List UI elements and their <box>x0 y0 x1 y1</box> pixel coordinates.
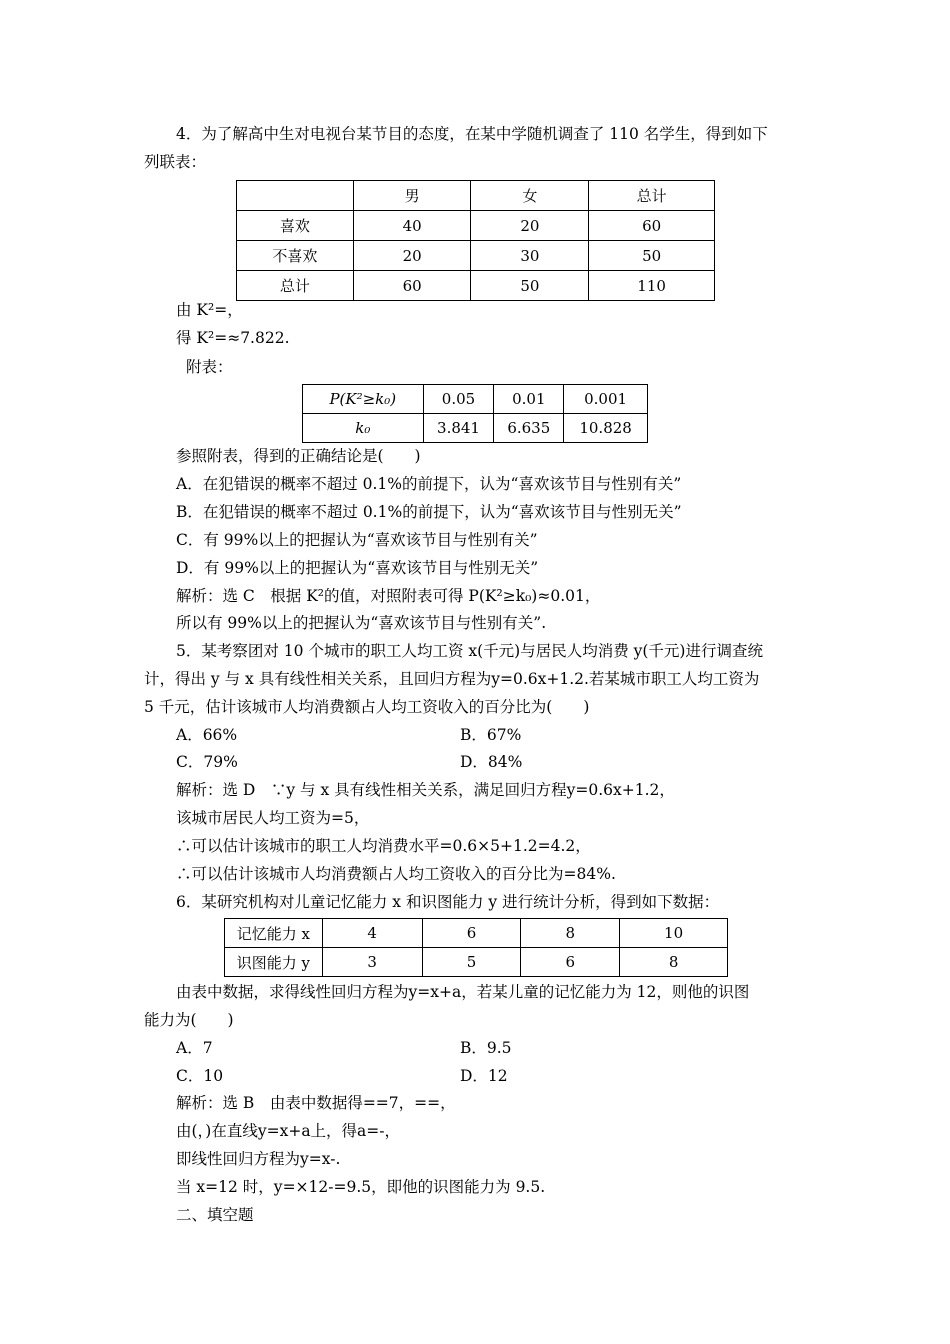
q5-solution-line2: 该城市居民人均工资为=5， <box>176 809 370 827</box>
table-cell: 0.01 <box>494 385 564 414</box>
table-cell: 记忆能力 x <box>225 919 323 948</box>
q6-solution-line2: 由(，)在直线y=x+a上，得a=-， <box>176 1122 401 1140</box>
q4-solution-line1: 解析：选 C 根据 K²的值，对照附表可得 P(K²≥k₀)≈0.01， <box>176 587 601 605</box>
table-cell: k₀ <box>303 414 424 443</box>
table-cell: 6 <box>422 919 521 948</box>
table-cell: 识图能力 y <box>225 948 323 977</box>
table-cell: 6 <box>521 948 620 977</box>
q5-option-c: C．79% <box>176 753 238 771</box>
q4-k2-formula: 由 K²=， <box>176 301 243 319</box>
table-cell: 110 <box>589 271 715 301</box>
table-cell: 0.001 <box>564 385 648 414</box>
q6-option-a: A．7 <box>176 1039 213 1057</box>
q4-solution-line2: 所以有 99%以上的把握认为“喜欢该节目与性别有关”. <box>176 614 547 632</box>
q5-stem-line3: 5 千元，估计该城市人均消费额占人均工资收入的百分比为( ) <box>144 698 590 716</box>
q6-option-b: B．9.5 <box>460 1039 512 1057</box>
q5-solution-line1: 解析：选 D ∵y 与 x 具有线性相关关系，满足回归方程y=0.6x+1.2， <box>176 781 675 799</box>
q5-solution-line4: ∴可以估计该城市人均消费额占人均工资收入的百分比为=84%. <box>176 865 616 883</box>
table-row <box>303 414 648 443</box>
table-cell: 4 <box>322 919 422 948</box>
q4-appendix-table <box>302 384 648 443</box>
table-row <box>237 211 715 241</box>
q4-appendix-label: 附表： <box>186 358 233 376</box>
table-cell: 10.828 <box>564 414 648 443</box>
q4-stem-line2: 列联表： <box>144 153 207 171</box>
table-cell: 50 <box>471 271 589 301</box>
table-row <box>237 241 715 271</box>
table-cell: 50 <box>589 241 715 271</box>
table-header-cell: 男 <box>353 181 471 211</box>
table-cell: 不喜欢 <box>237 241 354 271</box>
table-row <box>303 385 648 414</box>
table-cell: 20 <box>353 241 471 271</box>
q5-solution-line3: ∴可以估计该城市的职工人均消费水平=0.6×5+1.2=4.2， <box>176 837 591 855</box>
q4-option-d: D．有 99%以上的把握认为“喜欢该节目与性别无关” <box>176 559 539 577</box>
table-cell: 8 <box>521 919 620 948</box>
q4-option-b: B．在犯错误的概率不超过 0.1%的前提下，认为“喜欢该节目与性别无关” <box>176 503 682 521</box>
q6-question-line2: 能力为( ) <box>144 1011 234 1029</box>
table-cell: 3.841 <box>423 414 494 443</box>
q6-option-d: D．12 <box>460 1067 508 1085</box>
table-cell: 60 <box>589 211 715 241</box>
q5-option-a: A．66% <box>176 726 238 744</box>
q4-option-a: A．在犯错误的概率不超过 0.1%的前提下，认为“喜欢该节目与性别有关” <box>176 475 682 493</box>
q4-contingency-table <box>236 180 715 301</box>
q6-stem: 6．某研究机构对儿童记忆能力 x 和识图能力 y 进行统计分析，得到如下数据： <box>176 893 720 911</box>
table-cell: 20 <box>471 211 589 241</box>
q5-option-b: B．67% <box>460 726 522 744</box>
q6-question-line1: 由表中数据，求得线性回归方程为y=x+a，若某儿童的记忆能力为 12，则他的识图 <box>176 983 750 1001</box>
q6-solution-line1: 解析：选 B 由表中数据得==7，==， <box>176 1094 456 1112</box>
q4-stem-line1: 4．为了解高中生对电视台某节目的态度，在某中学随机调查了 110 名学生，得到如下 <box>176 125 768 143</box>
q6-solution-line4: 当 x=12 时，y=×12-=9.5，即他的识图能力为 9.5. <box>176 1178 546 1196</box>
q4-option-c: C．有 99%以上的把握认为“喜欢该节目与性别有关” <box>176 531 538 549</box>
table-cell: 喜欢 <box>237 211 354 241</box>
table-row <box>225 948 728 977</box>
q6-data-table <box>224 918 728 977</box>
table-cell: 30 <box>471 241 589 271</box>
table-header-cell: 女 <box>471 181 589 211</box>
table-cell: 10 <box>620 919 728 948</box>
table-cell: 8 <box>620 948 728 977</box>
table-cell: P(K²≥k₀) <box>303 385 424 414</box>
q5-stem-line2: 计，得出 y 与 x 具有线性相关关系，且回归方程为y=0.6x+1.2.若某城市职工人均工资为 <box>144 670 760 688</box>
table-cell: 3 <box>322 948 422 977</box>
table-row <box>225 919 728 948</box>
q4-k2-value: 得 K²=≈7.822. <box>176 329 290 347</box>
table-cell: 60 <box>353 271 471 301</box>
table-cell: 40 <box>353 211 471 241</box>
section-heading-fill-in: 二、填空题 <box>176 1206 254 1224</box>
q5-stem-line1: 5．某考察团对 10 个城市的职工人均工资 x(千元)与居民人均消费 y(千元)进行调查统 <box>176 642 763 660</box>
table-cell: 5 <box>422 948 521 977</box>
table-header-cell: 总计 <box>589 181 715 211</box>
q5-option-d: D．84% <box>460 753 523 771</box>
table-header-cell <box>237 181 354 211</box>
q6-option-c: C．10 <box>176 1067 224 1085</box>
q4-prompt: 参照附表，得到的正确结论是( ) <box>176 447 421 465</box>
table-row <box>237 271 715 301</box>
table-cell: 6.635 <box>494 414 564 443</box>
q6-solution-line3: 即线性回归方程为y=x-. <box>176 1150 341 1168</box>
table-cell: 0.05 <box>423 385 494 414</box>
table-cell: 总计 <box>237 271 354 301</box>
